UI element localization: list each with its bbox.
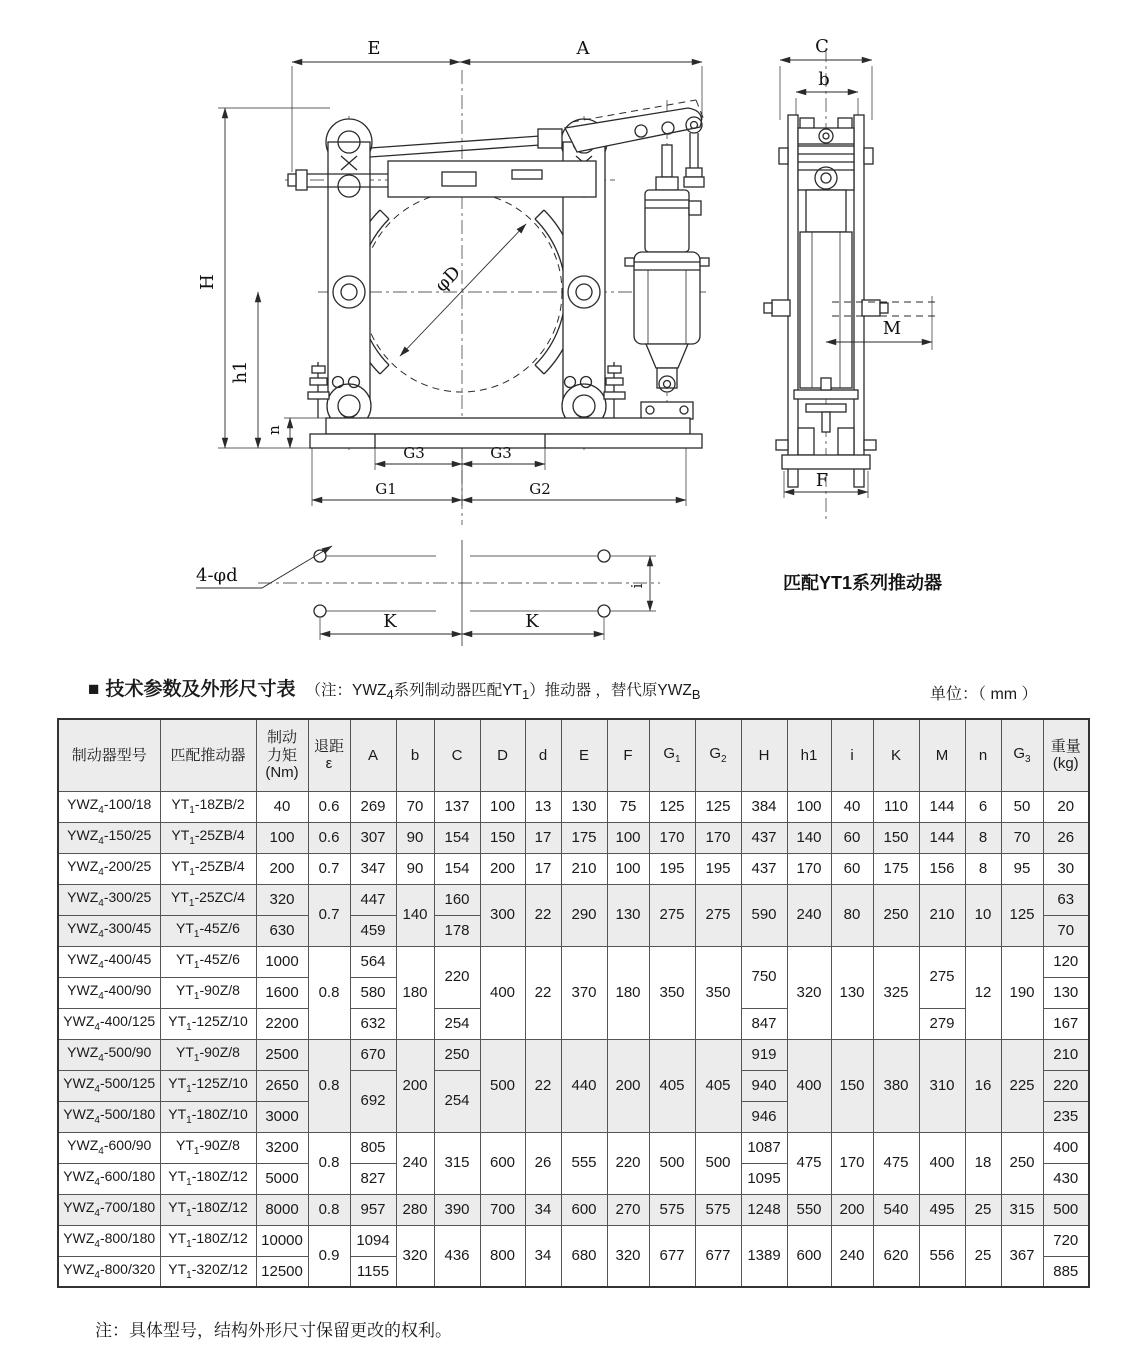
table-cell: 400: [1043, 1132, 1089, 1163]
table-cell: 885: [1043, 1256, 1089, 1287]
table-cell: 320: [396, 1225, 434, 1287]
table-cell: 347: [350, 853, 396, 884]
dim-label-c: C: [815, 36, 829, 57]
column-header: 制动器型号: [58, 719, 160, 791]
table-cell: $YT_1-125Z/10$: [160, 1008, 256, 1039]
table-cell: 80: [831, 884, 873, 946]
table-cell: 200: [607, 1039, 649, 1132]
table-cell: $YT_1-25ZC/4$: [160, 884, 256, 915]
column-header: C: [434, 719, 480, 791]
dim-label-h1: h1: [230, 360, 251, 384]
table-cell: $YT_1-180Z/12$: [160, 1194, 256, 1225]
table-cell: 270: [607, 1194, 649, 1225]
table-cell: 1600: [256, 977, 308, 1008]
table-cell: 564: [350, 946, 396, 977]
column-header: $G_3$: [1001, 719, 1043, 791]
column-header: 制动 力矩 (Nm): [256, 719, 308, 791]
table-cell: 170: [695, 822, 741, 853]
table-cell: 437: [741, 822, 787, 853]
header-row: [58, 719, 1089, 791]
front-view: [197, 38, 709, 525]
table-cell: 120: [1043, 946, 1089, 977]
table-cell: 26: [525, 1132, 561, 1194]
table-cell: 240: [396, 1132, 434, 1194]
table-cell: 0.6: [308, 822, 350, 853]
table-row: [58, 946, 1089, 977]
column-header: 重量 (kg): [1043, 719, 1089, 791]
table-cell: 275: [695, 884, 741, 946]
dim-label-phid: φD: [431, 262, 465, 297]
table-cell: $YWZ_4-200/25$: [58, 853, 160, 884]
table-cell: 22: [525, 1039, 561, 1132]
table-cell: $YT_1-45Z/6$: [160, 915, 256, 946]
table-cell: 60: [831, 853, 873, 884]
table-cell: 100: [256, 822, 308, 853]
table-cell: 550: [787, 1194, 831, 1225]
table-cell: 6: [965, 791, 1001, 822]
table-cell: 200: [480, 853, 525, 884]
column-header: A: [350, 719, 396, 791]
table-cell: $YWZ_4-800/320$: [58, 1256, 160, 1287]
table-cell: 677: [649, 1225, 695, 1287]
table-cell: 400: [787, 1039, 831, 1132]
table-cell: 200: [396, 1039, 434, 1132]
table-cell: $YWZ_4-500/90$: [58, 1039, 160, 1070]
table-cell: 2200: [256, 1008, 308, 1039]
table-cell: $YT_1-90Z/8$: [160, 977, 256, 1008]
table-cell: $YT_1-25ZB/4$: [160, 822, 256, 853]
table-row: [58, 1225, 1089, 1256]
table-cell: 40: [256, 791, 308, 822]
column-header: 匹配推动器: [160, 719, 256, 791]
table-cell: 367: [1001, 1225, 1043, 1287]
table-cell: 190: [1001, 946, 1043, 1039]
table-cell: 0.7: [308, 853, 350, 884]
table-row: [58, 884, 1089, 915]
table-cell: 254: [434, 1008, 480, 1039]
table-cell: 500: [649, 1132, 695, 1194]
table-cell: 160: [434, 884, 480, 915]
table-cell: 100: [480, 791, 525, 822]
table-cell: 495: [919, 1194, 965, 1225]
table-cell: 150: [873, 822, 919, 853]
section-title: [88, 674, 700, 702]
table-cell: 125: [695, 791, 741, 822]
table-cell: 63: [1043, 884, 1089, 915]
table-cell: 210: [919, 884, 965, 946]
table-cell: 240: [787, 884, 831, 946]
table-cell: 279: [919, 1008, 965, 1039]
table-cell: 3000: [256, 1101, 308, 1132]
table-cell: 2500: [256, 1039, 308, 1070]
dim-label-m: M: [882, 318, 902, 339]
table-cell: 225: [1001, 1039, 1043, 1132]
table-cell: 750: [741, 946, 787, 1008]
table-cell: 320: [787, 946, 831, 1039]
table-cell: 269: [350, 791, 396, 822]
column-header: $G_2$: [695, 719, 741, 791]
table-cell: 475: [873, 1132, 919, 1194]
table-cell: 447: [350, 884, 396, 915]
column-header: d: [525, 719, 561, 791]
table-cell: 847: [741, 1008, 787, 1039]
table-cell: $YT_1-320Z/12$: [160, 1256, 256, 1287]
table-cell: 26: [1043, 822, 1089, 853]
table-cell: 1094: [350, 1225, 396, 1256]
table-cell: 13: [525, 791, 561, 822]
plan-view: [196, 540, 942, 646]
table-cell: 1248: [741, 1194, 787, 1225]
column-header: H: [741, 719, 787, 791]
table-cell: 130: [831, 946, 873, 1039]
table-cell: 320: [256, 884, 308, 915]
table-cell: 100: [607, 853, 649, 884]
table-cell: 555: [561, 1132, 607, 1194]
table-cell: 220: [1043, 1070, 1089, 1101]
table-cell: 320: [607, 1225, 649, 1287]
table-cell: $YWZ_4-400/90$: [58, 977, 160, 1008]
table-cell: 8: [965, 853, 1001, 884]
table-row: [58, 822, 1089, 853]
table-cell: $YWZ_4-600/90$: [58, 1132, 160, 1163]
table-cell: 310: [919, 1039, 965, 1132]
table-cell: 125: [649, 791, 695, 822]
table-cell: 70: [1001, 822, 1043, 853]
table-cell: 156: [919, 853, 965, 884]
table-cell: 12: [965, 946, 1001, 1039]
table-cell: 170: [787, 853, 831, 884]
table-cell: 540: [873, 1194, 919, 1225]
table-cell: 170: [649, 822, 695, 853]
table-cell: 220: [434, 946, 480, 1008]
table-cell: $YWZ_4-400/125$: [58, 1008, 160, 1039]
table-cell: 940: [741, 1070, 787, 1101]
title-bullet: ■: [88, 679, 100, 700]
table-cell: 827: [350, 1163, 396, 1194]
dim-label-holes: 4-φd: [196, 565, 238, 586]
column-header: D: [480, 719, 525, 791]
table-cell: 22: [525, 946, 561, 1039]
table-cell: 580: [350, 977, 396, 1008]
dim-label-n: n: [265, 425, 283, 435]
table-cell: 200: [831, 1194, 873, 1225]
table-cell: 130: [1043, 977, 1089, 1008]
table-cell: 125: [1001, 884, 1043, 946]
table-cell: 307: [350, 822, 396, 853]
table-cell: 315: [1001, 1194, 1043, 1225]
table-cell: 632: [350, 1008, 396, 1039]
spec-table: [57, 718, 1090, 1288]
table-cell: $YWZ_4-300/45$: [58, 915, 160, 946]
table-cell: 440: [561, 1039, 607, 1132]
table-cell: 459: [350, 915, 396, 946]
plan-view-caption: 匹配YT1系列推动器: [783, 573, 943, 593]
table-cell: 17: [525, 853, 561, 884]
table-cell: 50: [1001, 791, 1043, 822]
table-cell: 140: [396, 884, 434, 946]
table-cell: 90: [396, 822, 434, 853]
table-cell: 95: [1001, 853, 1043, 884]
table-row: [58, 1039, 1089, 1070]
table-cell: 325: [873, 946, 919, 1039]
table-cell: 300: [480, 884, 525, 946]
table-cell: $YWZ_4-300/25$: [58, 884, 160, 915]
table-cell: $YT_1-90Z/8$: [160, 1132, 256, 1163]
table-cell: 384: [741, 791, 787, 822]
table-cell: 240: [831, 1225, 873, 1287]
table-cell: 130: [561, 791, 607, 822]
dim-label-e: E: [367, 38, 381, 59]
table-cell: 250: [434, 1039, 480, 1070]
table-cell: 34: [525, 1225, 561, 1287]
table-cell: 195: [649, 853, 695, 884]
table-cell: $YT_1-125Z/10$: [160, 1070, 256, 1101]
table-cell: 10: [965, 884, 1001, 946]
table-cell: 405: [649, 1039, 695, 1132]
table-cell: 140: [787, 822, 831, 853]
table-cell: 210: [561, 853, 607, 884]
table-cell: 175: [561, 822, 607, 853]
dim-label-h: H: [197, 274, 218, 290]
table-cell: 75: [607, 791, 649, 822]
table-cell: 677: [695, 1225, 741, 1287]
table-cell: $YWZ_4-100/18$: [58, 791, 160, 822]
table-cell: 1087: [741, 1132, 787, 1163]
dim-label-g1: G1: [375, 480, 397, 498]
table-cell: 34: [525, 1194, 561, 1225]
table-cell: 200: [256, 853, 308, 884]
table-cell: 630: [256, 915, 308, 946]
table-cell: $YT_1-180Z/10$: [160, 1101, 256, 1132]
dim-label-g3a: G3: [403, 444, 425, 462]
table-cell: 137: [434, 791, 480, 822]
table-cell: 400: [919, 1132, 965, 1194]
column-header: n: [965, 719, 1001, 791]
table-cell: 430: [1043, 1163, 1089, 1194]
table-cell: 575: [649, 1194, 695, 1225]
brake-technical-drawing: [0, 0, 1145, 660]
table-cell: 600: [561, 1194, 607, 1225]
column-header: h1: [787, 719, 831, 791]
table-cell: 8: [965, 822, 1001, 853]
table-cell: $YT_1-90Z/8$: [160, 1039, 256, 1070]
table-cell: 0.8: [308, 1194, 350, 1225]
page-title: 技术参数及外形尺寸表: [105, 679, 296, 700]
table-cell: 590: [741, 884, 787, 946]
table-cell: 130: [607, 884, 649, 946]
table-cell: 475: [787, 1132, 831, 1194]
table-cell: 0.8: [308, 946, 350, 1039]
table-cell: 180: [607, 946, 649, 1039]
table-cell: 144: [919, 822, 965, 853]
table-cell: 40: [831, 791, 873, 822]
table-cell: 805: [350, 1132, 396, 1163]
table-cell: $YT_1-180Z/12$: [160, 1225, 256, 1256]
table-cell: 350: [649, 946, 695, 1039]
dim-label-a: A: [576, 38, 590, 59]
table-cell: 280: [396, 1194, 434, 1225]
table-cell: 0.8: [308, 1132, 350, 1194]
table-cell: 600: [480, 1132, 525, 1194]
table-cell: 70: [396, 791, 434, 822]
table-cell: 10000: [256, 1225, 308, 1256]
table-cell: 370: [561, 946, 607, 1039]
table-cell: 680: [561, 1225, 607, 1287]
side-view: [764, 36, 938, 520]
table-cell: $YT_1-45Z/6$: [160, 946, 256, 977]
table-cell: $YT_1-25ZB/4$: [160, 853, 256, 884]
table-cell: 0.6: [308, 791, 350, 822]
table-cell: 946: [741, 1101, 787, 1132]
unit-label: 单位：（ mm ）: [930, 686, 1038, 703]
table-cell: 800: [480, 1225, 525, 1287]
table-cell: 700: [480, 1194, 525, 1225]
table-cell: 154: [434, 853, 480, 884]
dim-label-g2: G2: [529, 480, 551, 498]
table-cell: 400: [480, 946, 525, 1039]
table-cell: 18: [965, 1132, 1001, 1194]
table-cell: 0.7: [308, 884, 350, 946]
table-cell: 250: [1001, 1132, 1043, 1194]
table-cell: 670: [350, 1039, 396, 1070]
title-note: （注：$YWZ_4$系列制动器匹配$YT_1$）推动器 ，替代原$YWZ_B$: [305, 682, 701, 703]
table-cell: $YT_1-180Z/12$: [160, 1163, 256, 1194]
table-cell: 22: [525, 884, 561, 946]
table-cell: 500: [1043, 1194, 1089, 1225]
table-cell: 8000: [256, 1194, 308, 1225]
table-cell: 60: [831, 822, 873, 853]
table-cell: 70: [1043, 915, 1089, 946]
table-cell: 150: [831, 1039, 873, 1132]
table-cell: 692: [350, 1070, 396, 1132]
table-cell: 178: [434, 915, 480, 946]
column-header: b: [396, 719, 434, 791]
table-cell: 1389: [741, 1225, 787, 1287]
column-header: F: [607, 719, 649, 791]
table-cell: 500: [695, 1132, 741, 1194]
table-cell: 1155: [350, 1256, 396, 1287]
table-cell: 100: [787, 791, 831, 822]
table-cell: 25: [965, 1194, 1001, 1225]
table-cell: 170: [831, 1132, 873, 1194]
table-cell: 12500: [256, 1256, 308, 1287]
table-cell: 315: [434, 1132, 480, 1194]
table-cell: $YWZ_4-500/125$: [58, 1070, 160, 1101]
table-cell: 1095: [741, 1163, 787, 1194]
table-cell: 350: [695, 946, 741, 1039]
table-cell: 556: [919, 1225, 965, 1287]
table-cell: $YWZ_4-700/180$: [58, 1194, 160, 1225]
left-brake-arm: [326, 119, 372, 428]
table-cell: $YWZ_4-800/180$: [58, 1225, 160, 1256]
table-cell: 250: [873, 884, 919, 946]
table-row: [58, 1132, 1089, 1163]
table-cell: 390: [434, 1194, 480, 1225]
dim-label-i: i: [628, 583, 646, 589]
table-cell: 100: [607, 822, 649, 853]
table-row: [58, 791, 1089, 822]
table-cell: 220: [607, 1132, 649, 1194]
table-row: [58, 1194, 1089, 1225]
table-cell: 3200: [256, 1132, 308, 1163]
table-cell: 720: [1043, 1225, 1089, 1256]
footnote: 注：具体型号，结构外形尺寸保留更改的权利。: [95, 1321, 452, 1340]
table-cell: 144: [919, 791, 965, 822]
table-cell: $YWZ_4-600/180$: [58, 1163, 160, 1194]
table-cell: 195: [695, 853, 741, 884]
table-cell: 620: [873, 1225, 919, 1287]
table-cell: 275: [649, 884, 695, 946]
table-cell: 210: [1043, 1039, 1089, 1070]
table-cell: 167: [1043, 1008, 1089, 1039]
table-cell: 2650: [256, 1070, 308, 1101]
dim-label-ka: K: [383, 611, 397, 632]
table-cell: 90: [396, 853, 434, 884]
table-cell: 405: [695, 1039, 741, 1132]
dim-label-b: b: [818, 69, 830, 90]
column-header: i: [831, 719, 873, 791]
dim-label-g3b: G3: [490, 444, 512, 462]
table-cell: 20: [1043, 791, 1089, 822]
column-header: M: [919, 719, 965, 791]
table-cell: 290: [561, 884, 607, 946]
table-row: [58, 853, 1089, 884]
table-cell: 1000: [256, 946, 308, 977]
table-cell: 17: [525, 822, 561, 853]
table-cell: 0.9: [308, 1225, 350, 1287]
column-header: $G_1$: [649, 719, 695, 791]
table-cell: 175: [873, 853, 919, 884]
table-cell: 575: [695, 1194, 741, 1225]
table-cell: 500: [480, 1039, 525, 1132]
table-cell: 150: [480, 822, 525, 853]
table-cell: $YWZ_4-150/25$: [58, 822, 160, 853]
table-cell: $YT_1-18ZB/2$: [160, 791, 256, 822]
column-header: E: [561, 719, 607, 791]
column-header: 退距 ε: [308, 719, 350, 791]
table-cell: 957: [350, 1194, 396, 1225]
table-cell: 16: [965, 1039, 1001, 1132]
table-cell: 110: [873, 791, 919, 822]
table-cell: 25: [965, 1225, 1001, 1287]
table-cell: 380: [873, 1039, 919, 1132]
table-cell: $YWZ_4-500/180$: [58, 1101, 160, 1132]
column-header: K: [873, 719, 919, 791]
table-cell: 437: [741, 853, 787, 884]
table-cell: 235: [1043, 1101, 1089, 1132]
table-cell: 5000: [256, 1163, 308, 1194]
table-cell: 600: [787, 1225, 831, 1287]
dim-label-f: F: [815, 470, 829, 491]
table-cell: 275: [919, 946, 965, 1008]
table-cell: 30: [1043, 853, 1089, 884]
table-cell: 0.8: [308, 1039, 350, 1132]
table-cell: 919: [741, 1039, 787, 1070]
table-cell: 154: [434, 822, 480, 853]
dim-label-kb: K: [525, 611, 539, 632]
table-cell: 180: [396, 946, 434, 1039]
table-cell: 436: [434, 1225, 480, 1287]
table-cell: 254: [434, 1070, 480, 1132]
table-cell: $YWZ_4-400/45$: [58, 946, 160, 977]
